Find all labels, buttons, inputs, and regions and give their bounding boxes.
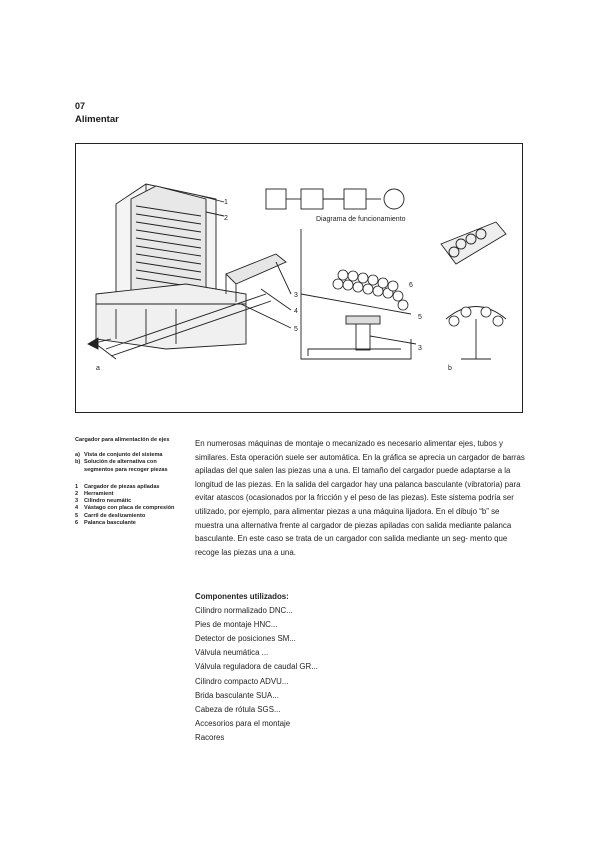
component-item: Cilindro compacto ADVU... <box>195 676 289 686</box>
component-item: Detector de posiciones SM... <box>195 634 296 644</box>
part-text: Carril de deslizamiento <box>84 512 146 519</box>
part-text: Cargador de piezas apiladas <box>84 483 160 490</box>
view-key: b) <box>75 459 81 466</box>
component-item: Cabeza de rótula SGS... <box>195 704 281 714</box>
figure-part-label: 5 <box>294 326 298 333</box>
feeder-drawing <box>76 144 524 414</box>
part-key: 6 <box>75 519 79 526</box>
part-key: 2 <box>75 491 79 498</box>
component-item: Cilindro normalizado DNC... <box>195 606 293 616</box>
technical-figure <box>75 143 523 413</box>
part-text: Palanca basculante <box>84 519 136 526</box>
body-paragraph: En numerosas máquinas de montaje o mecanizado es necesario alimentar ejes, tubos y similares. Esta operación suele ser automática. En la gráfica se aprecia un cargador de barras apiladas del que salen las piezas una a una. El tamaño del cargador puede adaptarse a la longitud de las piezas. En la salida del cargador hay una palanca basculante (vibratoria) para evitar atascos (ocasionados por la fricción y el peso de las piezas). Este sistema podría ser utilizado, por ejemplo, para alimentar piezas a una máquina lijadora. En el dibujo “b” se muestra una alternativa frente al cargador de piezas apiladas con salida mediante palanca basculante. En este caso se trata de un cargador con salida mediante un seg- mento que recoge las piezas una a una. <box>195 439 525 557</box>
components-list <box>195 590 495 745</box>
view-text: Vista de conjunto del sistema <box>84 452 163 459</box>
section-number: 07 <box>75 101 86 111</box>
component-item: Pies de montaje HNC... <box>195 620 278 630</box>
part-text: Herramient <box>84 491 114 498</box>
figure-part-label: 3 <box>418 345 422 352</box>
view-key: a) <box>75 452 80 459</box>
figure-part-label: 3 <box>294 292 298 299</box>
figure-part-label: 2 <box>224 215 228 222</box>
caption-view-item <box>75 452 185 459</box>
caption-part-item <box>75 505 185 512</box>
figure-caption <box>75 437 185 527</box>
section-title: Alimentar <box>75 114 119 125</box>
part-key: 3 <box>75 498 79 505</box>
figure-part-label: 4 <box>294 308 298 315</box>
figure-part-label: 6 <box>409 282 413 289</box>
caption-part-item <box>75 513 185 520</box>
view-b-label: b <box>448 365 452 372</box>
caption-part-item <box>75 491 185 498</box>
part-text: Vástago con placa de compresión <box>84 505 175 512</box>
view-a-label: a <box>96 365 100 372</box>
figure-part-label: 1 <box>224 199 228 206</box>
caption-part-item <box>75 520 185 527</box>
component-item: Válvula neumática ... <box>195 648 269 658</box>
figure-part-label: 5 <box>418 314 422 321</box>
component-item: Válvula reguladora de caudal GR... <box>195 662 318 672</box>
part-key: 4 <box>75 505 79 512</box>
component-item: Brida basculante SUA... <box>195 690 279 700</box>
caption-title: Cargador para alimentación de ejes <box>75 437 170 443</box>
part-text: Cilindro neumátic <box>84 498 132 505</box>
component-item: Accesorios para el montaje <box>195 718 291 728</box>
caption-parts <box>75 484 185 527</box>
part-key: 5 <box>75 512 79 519</box>
component-item: Racores <box>195 732 225 742</box>
components-heading: Componentes utilizados: <box>195 592 289 601</box>
part-key: 1 <box>75 483 79 490</box>
caption-part-item <box>75 484 185 491</box>
caption-view-item <box>75 459 185 473</box>
view-text: Solución de alternativa con segmentos para recoger piezas <box>84 459 168 473</box>
function-diagram-label: Diagrama de funcionamiento <box>316 216 406 223</box>
caption-views <box>75 452 185 474</box>
caption-part-item <box>75 498 185 505</box>
